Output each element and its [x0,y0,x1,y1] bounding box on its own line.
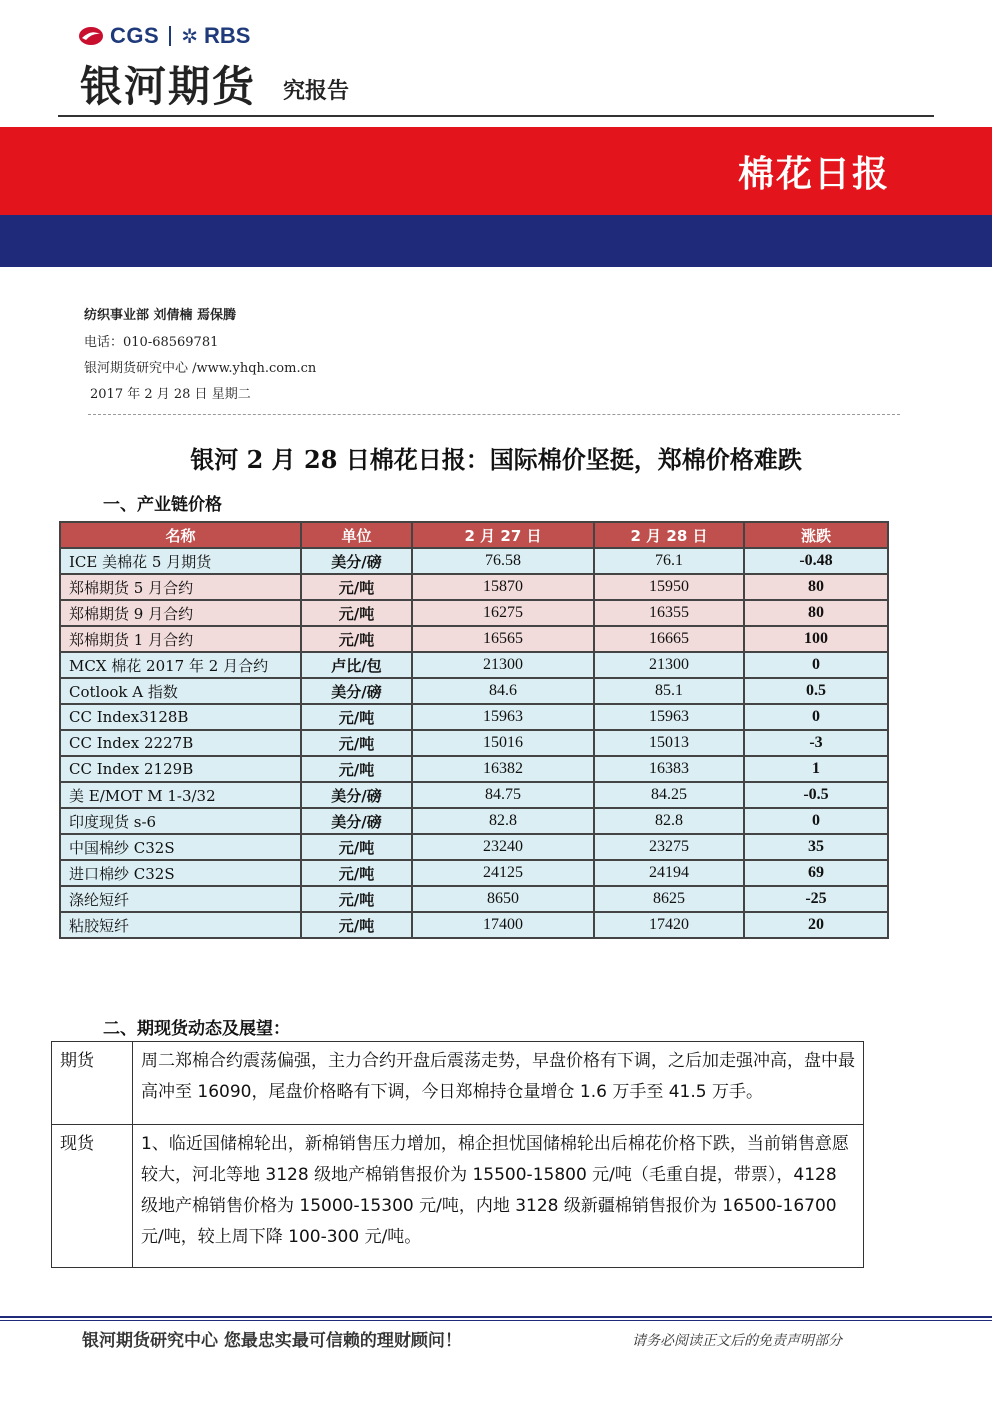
table-row [60,652,888,678]
cell-unit: 元/吨 [301,600,412,626]
cell-change: 100 [744,626,888,652]
band-title: 棉花日报 [737,154,890,195]
company-name: 银河期货 [80,62,257,111]
cell-change: 0 [744,808,888,834]
table-row [60,782,888,808]
cell-name: 郑棉期货 1 月合约 [60,626,301,652]
col-header-unit: 单位 [301,522,412,548]
futures-row [52,1042,864,1125]
table-row [60,678,888,704]
cell-name: 美 E/MOT M 1-3/32 [60,782,301,808]
phone: 电话：010-68569781 [84,335,219,350]
cell-price-d1: 17400 [412,912,594,938]
cell-change: 20 [744,912,888,938]
table-row [60,886,888,912]
cell-name: 中国棉纱 C32S [60,834,301,860]
cell-price-d2: 84.25 [594,782,744,808]
cell-change: 0 [744,652,888,678]
cell-unit: 美分/磅 [301,678,412,704]
cell-name: 郑棉期货 5 月合约 [60,574,301,600]
report-type: 究报告 [283,79,350,104]
cell-price-d1: 15016 [412,730,594,756]
cell-change: -3 [744,730,888,756]
col-header-change: 涨跌 [744,522,888,548]
cell-unit: 元/吨 [301,704,412,730]
footer-slogan: 银河期货研究中心 您最忠实最可信赖的理财顾问！ [82,1331,462,1351]
cell-unit: 美分/磅 [301,548,412,574]
cell-name: ICE 美棉花 5 月期货 [60,548,301,574]
divider [88,414,900,415]
logo-rbs-text: RBS [203,23,251,48]
cell-change: 69 [744,860,888,886]
cell-price-d1: 15963 [412,704,594,730]
header-rule [58,115,934,117]
cell-change: 1 [744,756,888,782]
table-row [60,834,888,860]
table-row [60,756,888,782]
cell-unit: 卢比/包 [301,652,412,678]
cell-unit: 元/吨 [301,912,412,938]
cell-price-d2: 15963 [594,704,744,730]
cell-name: Cotlook A 指数 [60,678,301,704]
cell-change: -0.5 [744,782,888,808]
logo-divider [169,26,171,46]
cell-change: 80 [744,574,888,600]
table-row [60,860,888,886]
cell-unit: 元/吨 [301,574,412,600]
document-title: 银河 2 月 28 日棉花日报：国际棉价坚挺，郑棉价格难跌 [190,445,802,474]
col-header-name: 名称 [60,522,301,548]
cell-price-d1: 21300 [412,652,594,678]
spot-text: 1、临近国储棉轮出，新棉销售压力增加，棉企担忧国储棉轮出后棉花价格下跌，当前销售意愿较大，河北等地 3128 级地产棉销售报价为 15500-15800 元/吨（毛重自提，带票），4128 级地产棉销售价格为 15000-15300 元/吨，内地 3128 级新疆棉销售报价为 16500-16700 元/吨，较上周下降 100-300 元/吨。 [133,1125,864,1268]
website: 银河期货研究中心 /www.yhqh.com.cn [84,361,317,376]
cgs-logo-icon [78,25,104,47]
commentary-table [51,1041,864,1268]
cell-unit: 元/吨 [301,626,412,652]
section-heading-outlook: 二、期现货动态及展望： [103,1019,290,1039]
cell-price-d1: 84.75 [412,782,594,808]
table-row [60,548,888,574]
cell-price-d1: 82.8 [412,808,594,834]
cell-change: 0 [744,704,888,730]
price-table [59,521,889,939]
table-row [60,730,888,756]
cell-price-d2: 76.1 [594,548,744,574]
cell-name: MCX 棉花 2017 年 2 月合约 [60,652,301,678]
cell-change: -25 [744,886,888,912]
cell-price-d1: 84.6 [412,678,594,704]
cell-price-d1: 16275 [412,600,594,626]
table-row [60,574,888,600]
cell-unit: 元/吨 [301,834,412,860]
cell-change: -0.48 [744,548,888,574]
cell-name: CC Index 2227B [60,730,301,756]
cell-change: 35 [744,834,888,860]
cell-price-d1: 16382 [412,756,594,782]
futures-text: 周二郑棉合约震荡偏强，主力合约开盘后震荡走势，早盘价格有下调，之后加走强冲高，盘中最高冲至 16090，尾盘价格略有下调，今日郑棉持仓量增仓 1.6 万手至 41.5 万手。 [133,1042,864,1125]
table-row [60,704,888,730]
cell-price-d2: 8625 [594,886,744,912]
cell-change: 80 [744,600,888,626]
cell-name: 进口棉纱 C32S [60,860,301,886]
cell-price-d1: 76.58 [412,548,594,574]
logo-cgs-text: CGS [110,23,160,48]
col-header-date2: 2 月 28 日 [594,522,744,548]
cell-price-d2: 85.1 [594,678,744,704]
cell-unit: 元/吨 [301,886,412,912]
cell-price-d2: 23275 [594,834,744,860]
cell-unit: 元/吨 [301,860,412,886]
cell-price-d1: 24125 [412,860,594,886]
cell-price-d2: 16355 [594,600,744,626]
table-row [60,626,888,652]
cell-price-d2: 21300 [594,652,744,678]
cell-price-d2: 17420 [594,912,744,938]
spot-row [52,1125,864,1268]
cell-price-d2: 82.8 [594,808,744,834]
cell-name: CC Index 2129B [60,756,301,782]
logo [78,22,250,50]
table-row [60,808,888,834]
cell-price-d2: 16665 [594,626,744,652]
cell-price-d1: 16565 [412,626,594,652]
cell-unit: 美分/磅 [301,808,412,834]
col-header-date1: 2 月 27 日 [412,522,594,548]
cell-name: 郑棉期货 9 月合约 [60,600,301,626]
table-header-row [60,522,888,548]
cell-price-d1: 8650 [412,886,594,912]
futures-label: 期货 [52,1042,133,1125]
section-heading-prices: 一、产业链价格 [103,495,222,515]
cell-name: 印度现货 s-6 [60,808,301,834]
table-row [60,912,888,938]
blue-band [0,215,992,267]
report-date: 2017 年 2 月 28 日 星期二 [90,387,251,402]
cell-name: CC Index3128B [60,704,301,730]
cell-price-d1: 23240 [412,834,594,860]
cell-price-d2: 24194 [594,860,744,886]
table-row [60,600,888,626]
footer-rule [0,1316,992,1318]
cell-change: 0.5 [744,678,888,704]
authors: 纺织事业部 刘倩楠 焉保腾 [84,308,237,323]
cell-price-d2: 16383 [594,756,744,782]
footer-disclaimer: 请务必阅读正文后的免责声明部分 [632,1333,842,1349]
cell-price-d1: 15870 [412,574,594,600]
cell-price-d2: 15013 [594,730,744,756]
footer-rule-thin [0,1320,992,1321]
cell-name: 涤纶短纤 [60,886,301,912]
cell-unit: 元/吨 [301,730,412,756]
cell-price-d2: 15950 [594,574,744,600]
cell-name: 粘胶短纤 [60,912,301,938]
cell-unit: 元/吨 [301,756,412,782]
rbs-logo-icon: ✲ [181,24,198,48]
cell-unit: 美分/磅 [301,782,412,808]
spot-label: 现货 [52,1125,133,1268]
